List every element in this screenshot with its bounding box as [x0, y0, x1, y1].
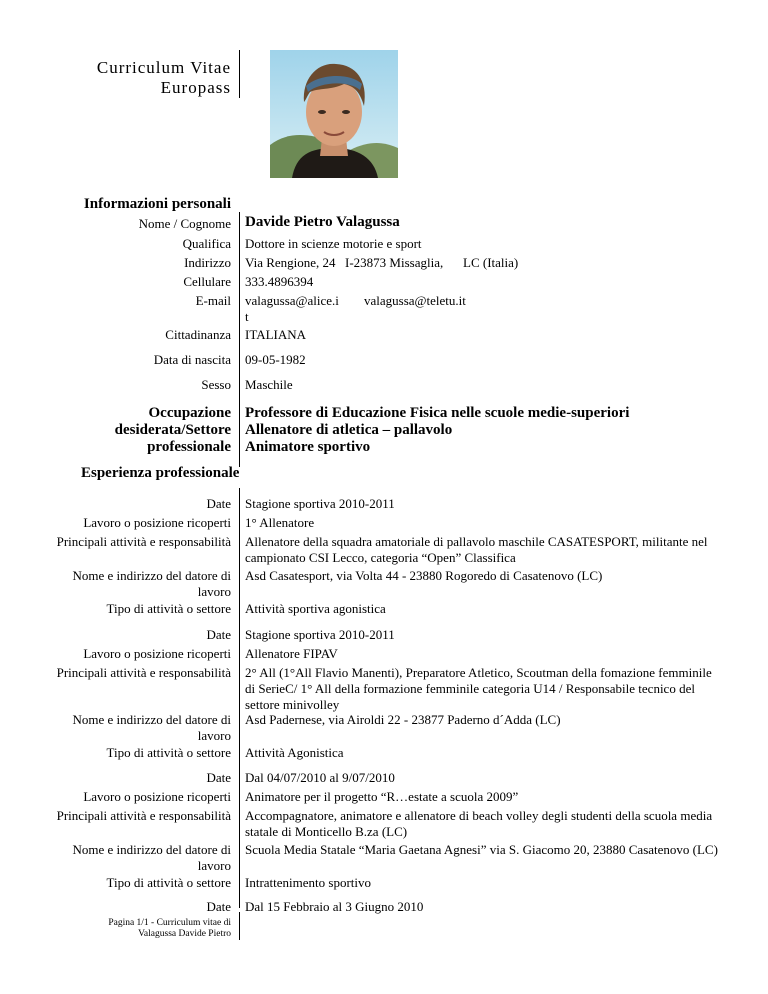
exp4-date: Dal 15 Febbraio al 3 Giugno 2010	[245, 899, 424, 914]
cv-title-line2: Europass	[160, 78, 231, 97]
email-1-line1[interactable]: valagussa@alice.i	[245, 293, 339, 308]
profile-photo-image	[270, 50, 398, 178]
exp3-date: Dal 04/07/2010 al 9/07/2010	[245, 770, 395, 785]
name-value: Davide Pietro Valagussa	[245, 214, 400, 230]
exp2-employer-label-line2: lavoro	[197, 728, 231, 743]
experience-divider	[239, 488, 240, 908]
exp1-employer-label-line1: Nome e indirizzo del datore di	[72, 568, 231, 583]
cellulare-value: 333.4896394	[245, 274, 314, 289]
body-divider	[239, 212, 240, 467]
sesso-value: Maschile	[245, 377, 293, 392]
cittadinanza-value: ITALIANA	[245, 327, 307, 342]
exp2-date-label: Date	[206, 627, 231, 642]
exp2-employer-label-line1: Nome e indirizzo del datore di	[72, 712, 231, 727]
occupation-label-line2: desiderata/Settore	[114, 422, 231, 438]
exp1-date-label: Date	[206, 496, 231, 511]
footer-line1: Pagina 1/1 - Curriculum vitae di	[108, 918, 231, 928]
exp1-activities-label: Principali attività e responsabilità	[56, 534, 231, 549]
exp2-employer: Asd Padernese, via Airoldi 22 - 23877 Paderno d´Adda (LC)	[245, 712, 561, 727]
exp1-date: Stagione sportiva 2010-2011	[245, 496, 395, 511]
exp2-activities: 2° All (1°All Flavio Manenti), Preparatore Atletico, Scoutman della fomazione femminile di SerieC/ 1° All della formazione femminile categoria U14 / Responsabile tecnico del settore minivolley	[245, 665, 712, 712]
exp1-position-label: Lavoro o posizione ricoperti	[83, 515, 231, 530]
exp3-type: Intrattenimento sportivo	[245, 875, 372, 890]
sesso-label: Sesso	[201, 377, 231, 392]
indirizzo-street: Via Rengione, 24	[245, 255, 336, 270]
exp3-date-label: Date	[206, 770, 231, 785]
exp3-type-label: Tipo di attività o settore	[106, 875, 231, 890]
email-2[interactable]: valagussa@teletu.it	[364, 293, 466, 308]
nascita-value: 09-05-1982	[245, 352, 306, 367]
exp3-employer-label-line2: lavoro	[197, 858, 231, 873]
footer-divider	[239, 912, 240, 940]
exp2-type: Attività Agonistica	[245, 745, 344, 760]
exp2-position: Allenatore FIPAV	[245, 646, 338, 661]
exp1-activities: Allenatore della squadra amatoriale di pallavolo maschile CASATESPORT, militante nel campionato CSI Lecco, categoria “Open” Classifica	[245, 534, 708, 565]
section-experience: Esperienza professionale	[81, 465, 240, 481]
exp1-employer: Asd Casatesport, via Volta 44 - 23880 Rogoredo di Casatenovo (LC)	[245, 568, 603, 583]
exp2-date: Stagione sportiva 2010-2011	[245, 627, 395, 642]
nascita-label: Data di nascita	[153, 352, 231, 367]
exp1-type: Attività sportiva agonistica	[245, 601, 386, 616]
section-personal-info: Informazioni personali	[83, 196, 231, 212]
header-divider	[239, 50, 240, 98]
occupation-value-line3: Animatore sportivo	[245, 439, 371, 455]
exp3-position: Animatore per il progetto “R…estate a scuola 2009”	[245, 789, 519, 804]
cv-title-line1: Curriculum Vitae	[96, 58, 231, 77]
exp3-activities: Accompagnatore, animatore e allenatore di beach volley degli studenti della scuola media statale di Monticello B.za (LC)	[245, 808, 713, 839]
qualifica-value: Dottore in scienze motorie e sport	[245, 236, 422, 251]
profile-photo	[270, 50, 398, 178]
indirizzo-city: I-23873 Missaglia,	[345, 255, 444, 270]
footer-line2: Valagussa Davide Pietro	[138, 929, 231, 939]
email-1-line2[interactable]: t	[245, 309, 249, 324]
occupation-value-line1: Professore di Educazione Fisica nelle scuole medie-superiori	[245, 405, 630, 421]
indirizzo-label: Indirizzo	[184, 255, 231, 270]
exp1-type-label: Tipo di attività o settore	[106, 601, 231, 616]
exp3-position-label: Lavoro o posizione ricoperti	[83, 789, 231, 804]
email-label: E-mail	[195, 293, 231, 308]
exp2-activities-label: Principali attività e responsabilità	[56, 665, 231, 680]
exp3-employer-label-line1: Nome e indirizzo del datore di	[72, 842, 231, 857]
cellulare-label: Cellulare	[183, 274, 231, 289]
exp3-activities-label: Principali attività e responsabilità	[56, 808, 231, 823]
indirizzo-region: LC (Italia)	[463, 255, 519, 270]
exp1-employer-label-line2: lavoro	[197, 584, 231, 599]
exp2-position-label: Lavoro o posizione ricoperti	[83, 646, 231, 661]
name-label: Nome / Cognome	[138, 216, 231, 231]
exp3-employer: Scuola Media Statale “Maria Gaetana Agnesi” via S. Giacomo 20, 23880 Casatenovo (LC)	[245, 842, 718, 857]
qualifica-label: Qualifica	[182, 236, 231, 251]
occupation-value-line2: Allenatore di atletica – pallavolo	[245, 422, 453, 438]
exp2-type-label: Tipo di attività o settore	[106, 745, 231, 760]
exp1-position: 1° Allenatore	[245, 515, 315, 530]
cittadinanza-label: Cittadinanza	[165, 327, 231, 342]
occupation-label-line3: professionale	[147, 439, 231, 455]
occupation-label-line1: Occupazione	[148, 405, 231, 421]
exp4-date-label: Date	[206, 899, 231, 914]
